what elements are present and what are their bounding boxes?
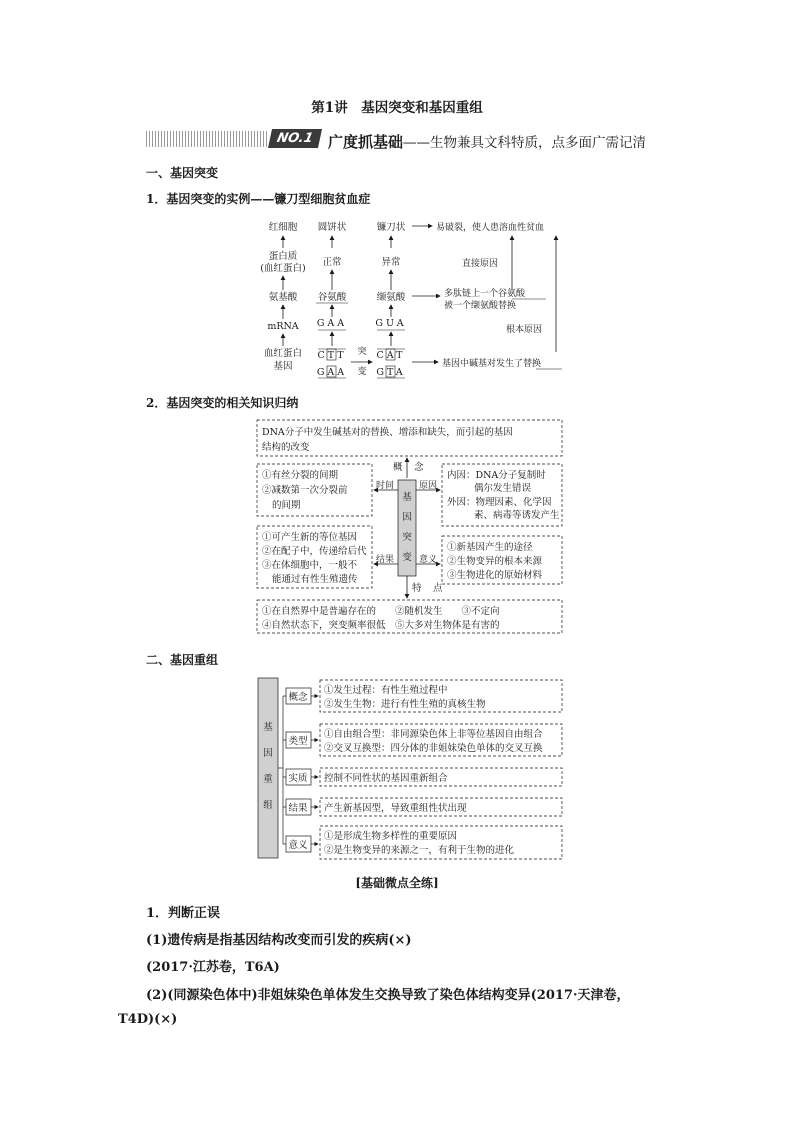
normal-amino: 谷氨酸: [317, 292, 347, 303]
result-peptide-2: 被一个缬氨酸替换: [444, 301, 517, 311]
practice-q1: (1)遗传病是指基因结构改变而引发的疾病(×): [146, 933, 412, 948]
section1-sub2: 2．基因突变的相关知识归纳: [146, 396, 299, 410]
label-result: 结果: [376, 555, 395, 565]
label-gene: 基因: [273, 361, 293, 372]
result-base-sub: 基因中碱基对发生了替换: [442, 359, 542, 369]
recomb-label-essence: 实质: [288, 773, 308, 784]
normal-cell: 圆饼状: [317, 222, 347, 233]
normal-dna-top: CTT: [317, 350, 347, 361]
root-cause: 根本原因: [506, 325, 543, 335]
recomb-label-concept: 概念: [288, 692, 308, 703]
recomb-label-meaning: 意义: [288, 840, 308, 851]
meaning-line1: ①新基因产生的途径: [447, 542, 533, 553]
section1-sub1: 1．基因突变的实例——镰刀型细胞贫血症: [146, 192, 371, 206]
recomb-label-type: 类型: [288, 736, 308, 747]
label-amino-acid: 氨基酸: [268, 292, 298, 303]
label-protein: 蛋白质: [268, 251, 298, 262]
recomb-char-4: 组: [263, 800, 273, 811]
mutant-protein: 异常: [381, 257, 401, 268]
normal-mrna: GAA: [316, 318, 348, 329]
gene-mutation-map: [252, 418, 568, 636]
recomb-label-result: 结果: [288, 803, 308, 814]
label-hb-gene: 血红蛋白: [263, 348, 303, 359]
recomb-concept-line1: ①发生过程：有性生殖过程中: [324, 685, 448, 696]
feature-line1: ①在自然界中是普遍存在的 ②随机发生 ③不定向: [262, 606, 500, 617]
banner-sub: ——生物兼具文科特质，点多面广需记清: [403, 135, 647, 151]
recomb-center-column: [258, 678, 278, 858]
cause-line4: 素、病毒等诱发产生: [474, 510, 560, 521]
cause-line3: 外因：物理因素、化学因: [447, 497, 552, 508]
practice-q2-line1: (2)(同源染色体中)非姐妹染色单体发生交换导致了染色体结构变异(2017·天津卷，: [146, 988, 630, 1003]
center-char-4: 变: [402, 552, 412, 563]
center-char-1: 基: [402, 492, 412, 503]
banner-main: 广度抓基础: [328, 133, 404, 151]
recomb-char-2: 因: [263, 748, 273, 759]
recomb-result-line1: 产生新基因型，导致重组性状出现: [324, 803, 467, 814]
direct-cause: 直接原因: [462, 259, 499, 269]
label-cause: 原因: [419, 481, 438, 491]
mutation-label-2: 变: [357, 367, 367, 377]
label-mrna: mRNA: [267, 321, 299, 332]
center-char-3: 突: [402, 532, 412, 543]
practice-q2-line2: T4D)(×): [118, 1012, 178, 1027]
section1-heading: 一、基因突变: [146, 166, 219, 180]
recomb-concept-line2: ②发生生物：进行有性生殖的真核生物: [324, 699, 486, 710]
mutant-cell: 镰刀状: [376, 222, 406, 233]
normal-dna-bottom: GAA: [316, 367, 348, 378]
center-char-2: 因: [402, 512, 412, 523]
practice-q-head: 1．判断正误: [146, 906, 221, 921]
banner-text: [328, 131, 646, 152]
section2-heading: 二、基因重组: [146, 653, 219, 667]
banner-number: NO.1: [268, 129, 322, 148]
result-hemolysis: 易破裂，使人患溶血性贫血: [436, 223, 545, 233]
label-feature: 特 点: [412, 583, 444, 594]
banner-stripe: [146, 131, 268, 147]
meaning-line3: ③生物进化的原始材料: [447, 570, 543, 581]
mutant-mrna: GUA: [375, 318, 407, 329]
recomb-meaning-line2: ②是生物变异的来源之一，有利于生物的进化: [324, 845, 515, 856]
result-peptide-1: 多肽链上一个谷氨酸: [444, 289, 526, 299]
mutant-amino: 缬氨酸: [376, 292, 406, 303]
gene-recombination-map: [256, 676, 566, 862]
recomb-type-line1: ①自由组合型：非同源染色体上非等位基因自由组合: [324, 729, 543, 740]
meaning-line2: ②生物变异的根本来源: [447, 556, 543, 567]
label-concept: 概 念: [393, 462, 425, 473]
label-time: 时间: [376, 481, 395, 491]
recomb-essence-line1: 控制不同性状的基因重新组合: [324, 773, 448, 784]
page-title: 第1讲 基因突变和基因重组: [311, 100, 483, 116]
time-line3: 的间期: [272, 500, 301, 511]
label-hemoglobin: (血红蛋白): [260, 263, 306, 274]
recomb-meaning-line1: ①是形成生物多样性的重要原因: [324, 831, 458, 842]
mutant-dna-bottom: GTA: [376, 367, 406, 378]
feature-line2: ④自然状态下，突变频率很低 ⑤大多对生物体是有害的: [262, 620, 500, 631]
time-line2: ②减数第一次分裂前: [262, 485, 348, 496]
label-red-cell: 红细胞: [268, 222, 298, 233]
label-meaning: 意义: [419, 555, 438, 565]
practice-q1-source: (2017·江苏卷，T6A): [146, 960, 280, 975]
result-line3: ③在体细胞中，一般不: [262, 560, 358, 571]
time-line1: ①有丝分裂的间期: [262, 470, 339, 481]
concept-line2: 结构的改变: [262, 442, 310, 453]
mutant-dna-top: CAT: [376, 350, 406, 361]
result-line1: ①可产生新的等位基因: [262, 532, 358, 543]
recomb-char-1: 基: [263, 722, 273, 733]
recomb-type-line2: ②交叉互换型：四分体的非姐妹染色单体的交叉互换: [324, 743, 543, 754]
normal-protein: 正常: [322, 257, 342, 268]
sickle-cell-diagram: [250, 212, 570, 382]
recomb-char-3: 重: [263, 774, 273, 785]
practice-heading: [基础微点全练]: [355, 876, 439, 890]
cause-line1: 内因：DNA分子复制时: [447, 470, 546, 481]
result-line2: ②在配子中，传递给后代: [262, 546, 367, 557]
result-line4: 能通过有性生殖遗传: [272, 574, 358, 585]
concept-line1: DNA分子中发生碱基对的替换、增添和缺失，而引起的基因: [262, 427, 513, 438]
cause-line2: 偶尔发生错误: [474, 483, 532, 494]
mutation-label-1: 突: [357, 347, 367, 357]
